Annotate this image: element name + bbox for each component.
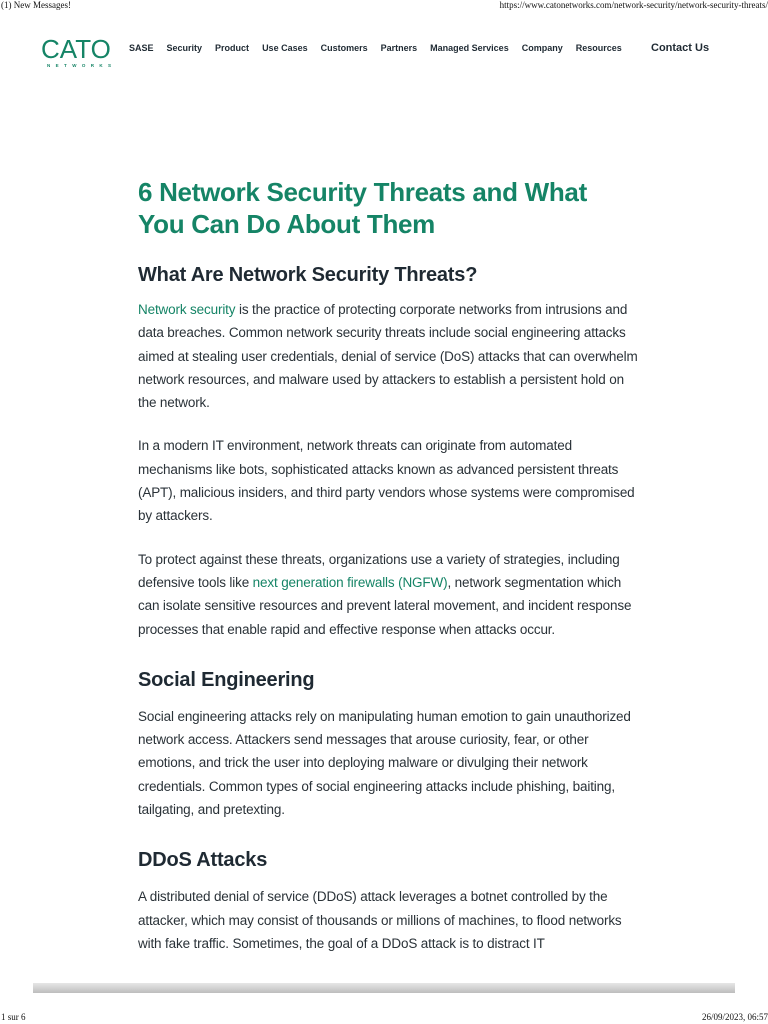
ngfw-link[interactable]: next generation firewalls (NGFW) — [252, 574, 448, 590]
article-body — [138, 176, 638, 955]
section-heading-ddos: DDoS Attacks — [138, 849, 268, 872]
print-footer-date: 26/09/2023, 06:57 — [701, 1012, 768, 1022]
paragraph-protect-text-a: To protect against these threats, organizations use a variety of strategies, including defensive tools like — [138, 551, 620, 590]
print-footer-page: 1 sur 6 — [1, 1012, 26, 1022]
section-heading-threats: What Are Network Security Threats? — [138, 264, 478, 286]
site-navbar — [0, 26, 768, 76]
cato-logo[interactable] — [41, 36, 117, 70]
print-header-url: https://www.catonetworks.com/network-security/network-security-threats/ — [499, 0, 768, 10]
nav-item-product[interactable]: Product — [215, 43, 250, 53]
nav-item-security[interactable]: Security — [166, 43, 203, 53]
print-header — [0, 0, 768, 12]
print-footer — [0, 1010, 768, 1024]
main-nav — [129, 43, 635, 53]
page-title: 6 Network Security Threats and What You Can Do About Them — [138, 177, 587, 239]
paragraph-social-engineering: Social engineering attacks rely on manipulating human emotion to gain unauthorized network access. Attackers send messages that arouse curiosity, fear, or other emotions, and trick the user into deploying malware or divulging their network credentials. Common types of social engineering attacks include phishing, baiting, tailgating, and pretexting. — [138, 708, 631, 818]
paragraph-intro — [138, 298, 638, 414]
paragraph-intro-text: is the practice of protecting corporate networks from intrusions and data breaches. Common network security threats include social engineering attacks aimed at stealing user credentials, denial of service (DoS) attacks that can overwhelm network resources, and malware used by attackers to establish a persistent hold on the network. — [138, 302, 638, 411]
paragraph-protect — [138, 548, 638, 641]
section-heading-social-engineering: Social Engineering — [138, 668, 315, 691]
network-security-link[interactable]: Network security — [138, 302, 236, 317]
nav-item-use-cases[interactable]: Use Cases — [262, 43, 308, 53]
nav-item-managed-services[interactable]: Managed Services — [430, 43, 509, 53]
paragraph-protect-text-b: , network segmentation which can isolate sensitive resources and prevent lateral movement, and incident response processes that enable rapid and effective response when attacks occur. — [138, 574, 632, 637]
print-header-title: (1) New Messages! — [1, 0, 71, 10]
logo-wordmark: CATO — [41, 34, 111, 64]
nav-item-company[interactable]: Company — [521, 43, 563, 53]
nav-item-customers[interactable]: Customers — [320, 43, 368, 53]
nav-item-partners[interactable]: Partners — [380, 43, 418, 53]
nav-item-resources[interactable]: Resources — [575, 43, 622, 53]
paragraph-ddos: A distributed denial of service (DDoS) attack leverages a botnet controlled by the attacker, which may consist of thousands or millions of machines, to flood networks with fake traffic. Sometimes, the goal of a DDoS attack is to distract IT — [138, 889, 622, 951]
contact-us-button[interactable]: Contact Us — [651, 42, 710, 54]
paragraph-origins: In a modern IT environment, network threats can originate from automated mechanisms like bots, sophisticated attacks known as advanced persistent threats (APT), malicious insiders, and third party vendors whose systems were compromised by attackers. — [138, 438, 635, 524]
page-cut — [0, 976, 768, 983]
nav-item-sase[interactable]: SASE — [129, 43, 154, 53]
logo-subtitle: NETWORKS — [47, 63, 117, 68]
page-bottom-shadow — [33, 983, 735, 993]
